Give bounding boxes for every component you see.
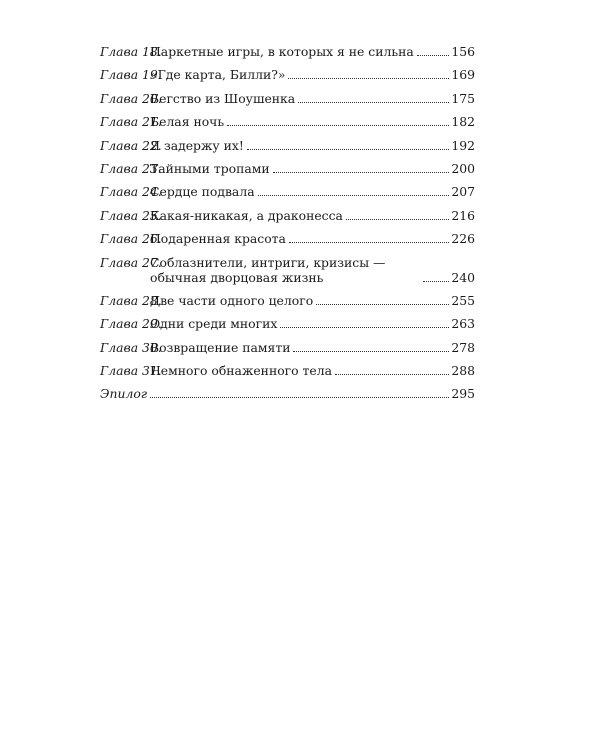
- dot-leader: [335, 373, 449, 375]
- table-of-contents: [100, 44, 475, 410]
- chapter-number: Глава 23.: [100, 160, 162, 176]
- chapter-title: Подаренная красота: [150, 231, 286, 247]
- page-number: 169: [451, 67, 475, 83]
- chapter-number: Глава 26.: [100, 231, 162, 247]
- chapter-number: Глава 27.: [100, 254, 162, 270]
- toc-entry[interactable]: [100, 138, 475, 153]
- dot-leader: [288, 77, 449, 79]
- dot-leader: [227, 124, 449, 126]
- toc-entry[interactable]: [100, 293, 475, 308]
- chapter-number: Глава 22.: [100, 137, 162, 153]
- page-number: 175: [451, 90, 475, 106]
- chapter-title: «Где карта, Билли?»: [150, 67, 286, 83]
- toc-entry[interactable]: [100, 161, 475, 176]
- chapter-title: Соблазнители, интриги, кризисы — обычная дворцовая жизнь: [150, 254, 386, 285]
- chapter-title: Паркетные игры, в которых я не сильна: [150, 44, 414, 59]
- toc-entry[interactable]: [100, 255, 475, 285]
- page-number: 156: [451, 44, 475, 59]
- dot-leader: [247, 148, 450, 150]
- chapter-title: Какая-никакая, а драконесса: [150, 207, 343, 223]
- page-number: 255: [451, 292, 475, 308]
- page-number: 295: [451, 386, 475, 402]
- dot-leader: [258, 194, 450, 196]
- toc-entry[interactable]: [100, 184, 475, 199]
- page-number: 240: [451, 269, 475, 285]
- chapter-title: Одни среди многих: [150, 316, 278, 332]
- chapter-title: Я задержу их!: [150, 137, 244, 153]
- page-number: 288: [451, 363, 475, 379]
- chapter-number: Глава 24.: [100, 184, 162, 200]
- page-number: 263: [451, 316, 475, 332]
- toc-entry[interactable]: [100, 67, 475, 82]
- page-number: 278: [451, 339, 475, 355]
- chapter-number: Глава 21.: [100, 114, 162, 130]
- chapter-number: Глава 18.: [100, 44, 162, 59]
- chapter-title: Две части одного целого: [150, 292, 314, 308]
- toc-entry[interactable]: [100, 231, 475, 246]
- toc-entry[interactable]: [100, 208, 475, 223]
- dot-leader: [417, 54, 450, 56]
- dot-leader: [316, 303, 449, 305]
- chapter-number: Глава 29.: [100, 316, 162, 332]
- dot-leader: [280, 326, 449, 328]
- chapter-title: Бегство из Шоушенка: [150, 90, 296, 106]
- page-number: 216: [451, 207, 475, 223]
- toc-entry[interactable]: [100, 363, 475, 378]
- toc-entry[interactable]: [100, 340, 475, 355]
- chapter-number: Глава 28.: [100, 292, 162, 308]
- page-number: 226: [451, 231, 475, 247]
- toc-entry[interactable]: [100, 114, 475, 129]
- chapter-title: Белая ночь: [150, 114, 225, 130]
- toc-entry[interactable]: [100, 44, 475, 59]
- dot-leader: [150, 396, 449, 398]
- chapter-title: Сердце подвала: [150, 184, 255, 200]
- page-number: 192: [451, 137, 475, 153]
- chapter-title: Немного обнаженного тела: [150, 363, 332, 379]
- epilogue-label: Эпилог: [100, 386, 148, 402]
- chapter-title: Тайными тропами: [150, 160, 270, 176]
- dot-leader: [298, 101, 449, 103]
- dot-leader: [273, 171, 450, 173]
- chapter-number: Глава 25.: [100, 207, 162, 223]
- dot-leader: [289, 241, 449, 243]
- toc-entry[interactable]: [100, 316, 475, 331]
- page-number: 200: [451, 160, 475, 176]
- chapter-number: Глава 31.: [100, 363, 162, 379]
- chapter-number: Глава 30.: [100, 339, 162, 355]
- chapter-number: Глава 19.: [100, 67, 162, 83]
- dot-leader: [346, 218, 449, 220]
- chapter-number: Глава 20.: [100, 90, 162, 106]
- page-number: 182: [451, 114, 475, 130]
- dot-leader: [293, 350, 449, 352]
- toc-entry-epilogue[interactable]: [100, 386, 475, 401]
- toc-entry[interactable]: [100, 91, 475, 106]
- chapter-title: Возвращение памяти: [150, 339, 291, 355]
- page-number: 207: [451, 184, 475, 200]
- dot-leader: [423, 280, 449, 282]
